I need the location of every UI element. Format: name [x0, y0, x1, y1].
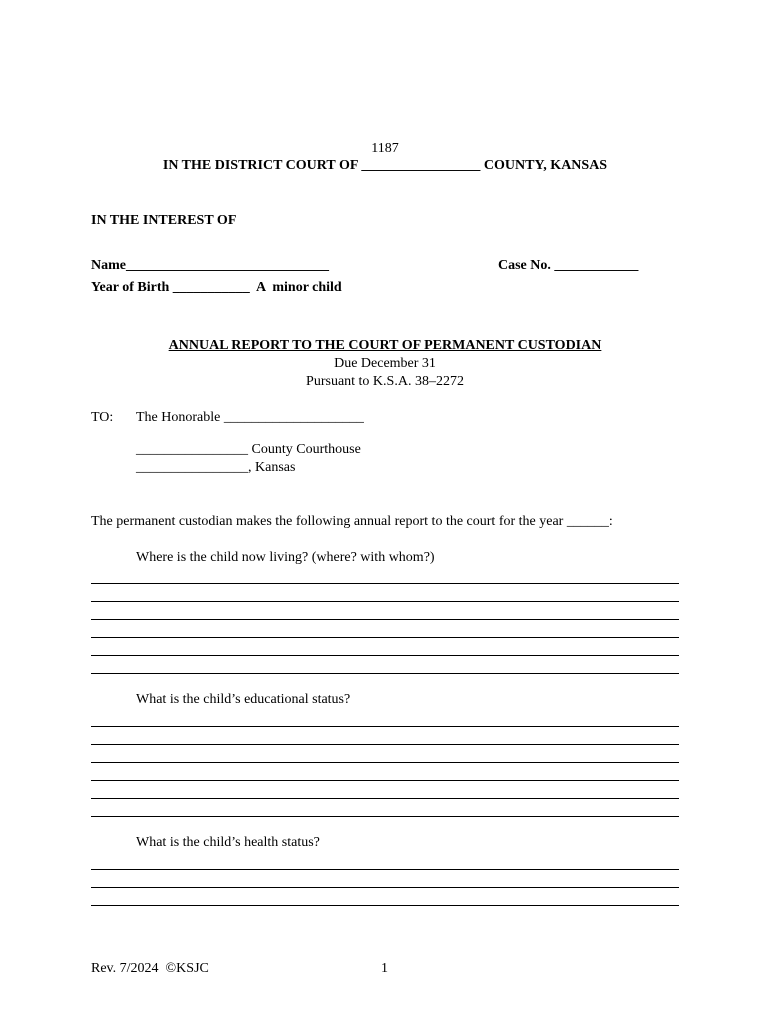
child-name-field: Name_____________________________ — [91, 258, 329, 273]
answer-line — [91, 583, 679, 584]
answer-line — [91, 780, 679, 781]
answer-line — [91, 637, 679, 638]
honorable-line: The Honorable ____________________ — [136, 410, 364, 425]
answer-line — [91, 655, 679, 656]
courthouse-line: ________________ County Courthouse — [136, 442, 361, 457]
state-line: ________________, Kansas — [136, 460, 296, 475]
answer-line — [91, 887, 679, 888]
answer-line — [91, 601, 679, 602]
answer-line — [91, 726, 679, 727]
year-of-birth-field: Year of Birth ___________ A minor child — [91, 280, 342, 295]
report-statute: Pursuant to K.S.A. 38–2272 — [306, 374, 464, 389]
answer-line — [91, 619, 679, 620]
revision-footer: Rev. 7/2024 ©KSJC — [91, 961, 209, 976]
page-number: 1 — [381, 961, 388, 976]
report-due-date: Due December 31 — [334, 356, 436, 371]
court-line: IN THE DISTRICT COURT OF _________________ COUNTY, KANSAS — [162, 158, 608, 173]
question-health: What is the child’s health status? — [136, 835, 320, 850]
answer-line — [91, 905, 679, 906]
question-living: Where is the child now living? (where? with whom?) — [136, 550, 435, 565]
answer-line — [91, 673, 679, 674]
report-intro: The permanent custodian makes the following annual report to the court for the year ______: — [91, 514, 613, 529]
report-title: ANNUAL REPORT TO THE COURT OF PERMANENT CUSTODIAN — [168, 338, 602, 353]
question-education: What is the child’s educational status? — [136, 692, 351, 707]
interest-of-heading: IN THE INTEREST OF — [91, 213, 237, 228]
to-label: TO: — [91, 410, 114, 425]
answer-line — [91, 744, 679, 745]
case-number-field: Case No. ____________ — [498, 258, 639, 273]
answer-line — [91, 798, 679, 799]
answer-line — [91, 816, 679, 817]
answer-line — [91, 762, 679, 763]
form-number: 1187 — [371, 141, 399, 156]
answer-line — [91, 869, 679, 870]
